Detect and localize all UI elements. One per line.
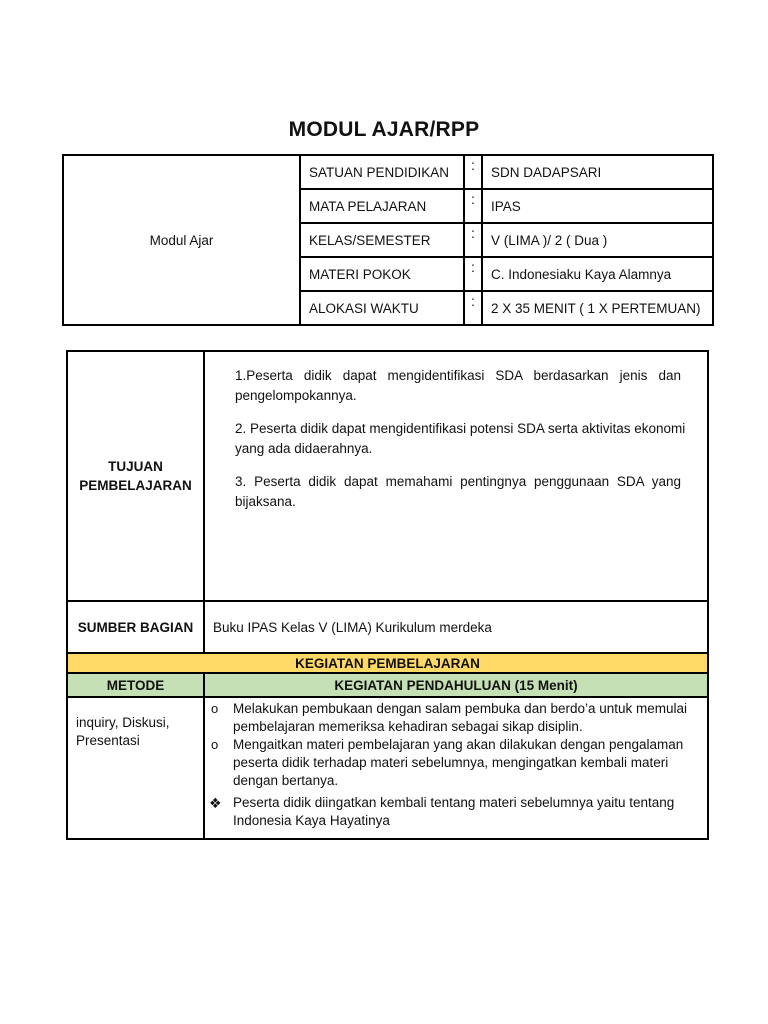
- sumber-label: SUMBER BAGIAN: [67, 601, 204, 653]
- header-row-label: KELAS/SEMESTER: [300, 223, 464, 257]
- tujuan-label-line2: PEMBELAJARAN: [79, 478, 192, 493]
- list-item: [209, 700, 701, 736]
- circle-bullet-icon: o: [211, 737, 219, 752]
- tujuan-content: [204, 351, 708, 601]
- pendahuluan-header: KEGIATAN PENDAHULUAN (15 Menit): [204, 673, 708, 697]
- metode-line: Presentasi: [76, 733, 140, 748]
- header-row-value: 2 X 35 MENIT ( 1 X PERTEMUAN): [482, 291, 713, 325]
- header-row-colon: :: [464, 223, 482, 257]
- header-row-value: C. Indonesiaku Kaya Alamnya: [482, 257, 713, 291]
- header-row: [63, 155, 713, 189]
- kegiatan-header-row: [67, 653, 708, 673]
- page-title: MODUL AJAR/RPP: [288, 118, 480, 141]
- header-row-label: ALOKASI WAKTU: [300, 291, 464, 325]
- sumber-value: Buku IPAS Kelas V (LIMA) Kurikulum merdeka: [204, 601, 708, 653]
- list-item-text: Mengaitkan materi pembelajaran yang akan dilakukan dengan pengalaman peserta didik terhadap materi sebelumnya, mengingatkan kembali materi dengan bertanya.: [233, 737, 684, 788]
- list-item: [209, 794, 701, 830]
- tujuan-item: 3. Peserta didik dapat memahami pentingnya penggunaan SDA yang bijaksana.: [235, 474, 681, 509]
- diamond-bullet-icon: ❖: [209, 795, 222, 811]
- header-row-label: MATA PELAJARAN: [300, 189, 464, 223]
- modul-ajar-label: Modul Ajar: [63, 155, 300, 325]
- tujuan-label: [67, 351, 204, 601]
- tujuan-row: [67, 351, 708, 601]
- header-row-value: V (LIMA )/ 2 ( Dua ): [482, 223, 713, 257]
- list-item: [209, 736, 701, 790]
- metode-line: inquiry, Diskusi,: [76, 715, 170, 730]
- pendahuluan-content: [204, 697, 708, 839]
- header-row-colon: :: [464, 155, 482, 189]
- lesson-table: [66, 350, 709, 840]
- kegiatan-header: KEGIATAN PEMBELAJARAN: [67, 653, 708, 673]
- circle-bullet-icon: o: [211, 701, 219, 716]
- list-item-text: Melakukan pembukaan dengan salam pembuka dan berdo’a untuk memulai pembelajaran memeriksa kehadiran sebagai sikap disiplin.: [233, 701, 688, 734]
- list-item-text: Peserta didik diingatkan kembali tentang materi sebelumnya yaitu tentang Indonesia Kaya Hayatinya: [233, 795, 675, 828]
- kegiatan-row: [67, 697, 708, 839]
- header-row-value: SDN DADAPSARI: [482, 155, 713, 189]
- header-row-label: MATERI POKOK: [300, 257, 464, 291]
- header-row-label: SATUAN PENDIDIKAN: [300, 155, 464, 189]
- metode-content: [67, 697, 204, 839]
- metode-header: METODE: [67, 673, 204, 697]
- header-row-colon: :: [464, 291, 482, 325]
- sumber-row: [67, 601, 708, 653]
- header-table: [62, 154, 714, 326]
- metode-header-row: [67, 673, 708, 697]
- header-row-value: IPAS: [482, 189, 713, 223]
- tujuan-item: 2. Peserta didik dapat mengidentifikasi potensi SDA serta aktivitas ekonomi yang ada didaerahnya.: [235, 421, 686, 456]
- pendahuluan-list: [209, 700, 701, 830]
- header-row-colon: :: [464, 189, 482, 223]
- tujuan-label-line1: TUJUAN: [108, 459, 163, 474]
- tujuan-item: 1.Peserta didik dapat mengidentifikasi SDA berdasarkan jenis dan pengelompokannya.: [235, 368, 681, 403]
- header-row-colon: :: [464, 257, 482, 291]
